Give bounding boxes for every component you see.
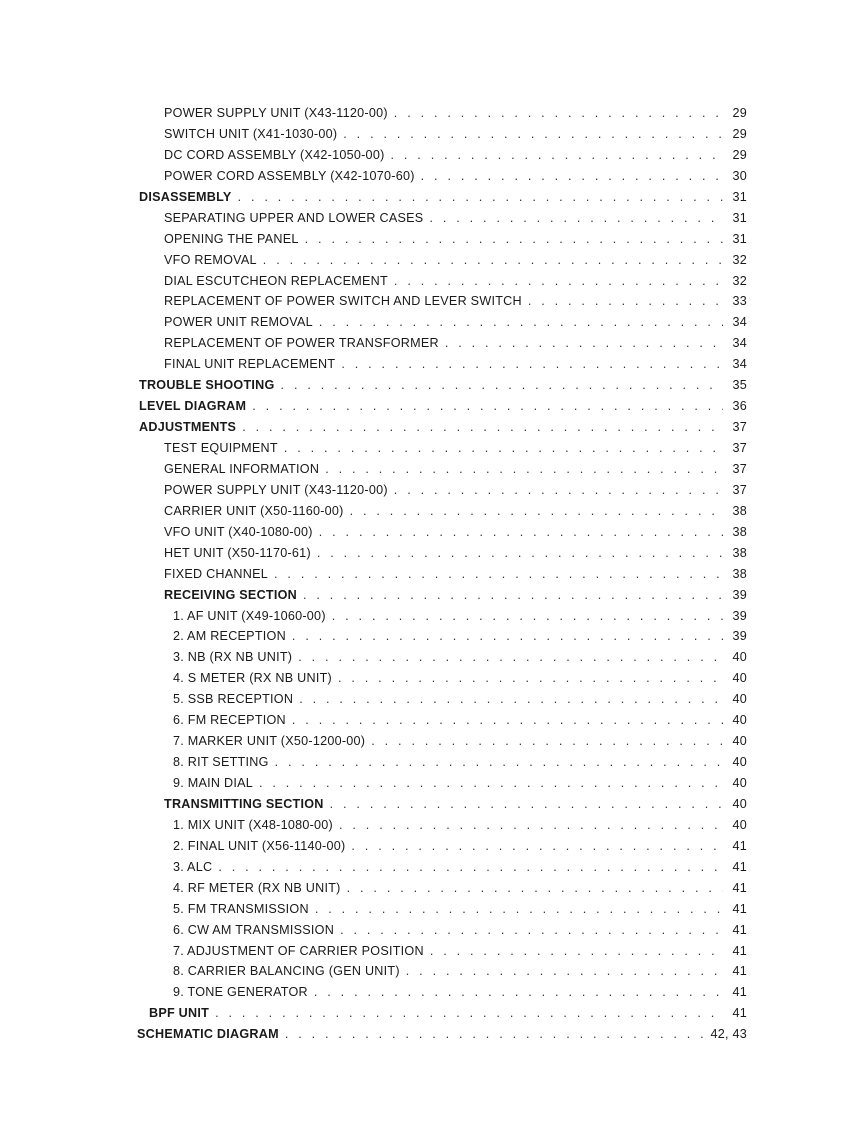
toc-entry: [137, 878, 747, 899]
toc-entry-page-number: 41: [732, 943, 747, 958]
toc-entry: [137, 145, 747, 166]
toc-entry: [137, 773, 747, 794]
toc-entry-title: VFO REMOVAL: [164, 252, 257, 267]
dot-leader: [218, 857, 723, 878]
toc-entry: [137, 815, 747, 836]
toc-entry-page-number: 41: [732, 1006, 747, 1021]
dot-leader: [325, 459, 723, 480]
dot-leader: [215, 1003, 723, 1024]
dot-leader: [340, 920, 723, 941]
toc-entry-page-number: 35: [732, 378, 747, 393]
toc-entry-page-number: 41: [732, 922, 747, 937]
toc-entry: [137, 982, 747, 1003]
toc-entry-title: 5. SSB RECEPTION: [173, 692, 294, 707]
toc-entry-title: 6. FM RECEPTION: [173, 713, 286, 728]
dot-leader: [298, 647, 723, 668]
toc-entry: [137, 564, 747, 585]
toc-entry-title: 1. AF UNIT (X49-1060-00): [173, 608, 326, 623]
toc-entry-page-number: 32: [732, 273, 747, 288]
dot-leader: [238, 187, 723, 208]
dot-leader: [252, 396, 723, 417]
dot-leader: [292, 626, 723, 647]
dot-leader: [394, 103, 723, 124]
dot-leader: [338, 668, 723, 689]
dot-leader: [394, 271, 723, 292]
toc-entry-title: 3. NB (RX NB UNIT): [173, 650, 293, 665]
dot-leader: [292, 710, 723, 731]
toc-entry-title: CARRIER UNIT (X50-1160-00): [164, 503, 344, 518]
dot-leader: [281, 375, 723, 396]
toc-entry-title: POWER UNIT REMOVAL: [164, 315, 313, 330]
toc-entry-page-number: 37: [732, 482, 747, 497]
dot-leader: [274, 564, 723, 585]
dot-leader: [347, 878, 723, 899]
toc-entry-page-number: 31: [732, 231, 747, 246]
toc-entry: [137, 250, 747, 271]
toc-entry: [137, 668, 747, 689]
toc-entry: [137, 626, 747, 647]
toc-entry-page-number: 40: [732, 671, 747, 686]
toc-entry: [137, 208, 747, 229]
toc-entry: [137, 522, 747, 543]
toc-entry-page-number: 37: [732, 420, 747, 435]
toc-entry-page-number: 40: [732, 713, 747, 728]
toc-entry: [137, 417, 747, 438]
toc-entry: [137, 606, 747, 627]
toc-entry-title: OPENING THE PANEL: [164, 231, 299, 246]
toc-entry: [137, 1024, 747, 1045]
toc-entry-title: LEVEL DIAGRAM: [139, 399, 247, 414]
dot-leader: [315, 899, 723, 920]
toc-entry: [137, 961, 747, 982]
toc-entry-title: SEPARATING UPPER AND LOWER CASES: [164, 210, 424, 225]
toc-entry: [137, 1003, 747, 1024]
toc-entry-title: 7. ADJUSTMENT OF CARRIER POSITION: [173, 943, 424, 958]
dot-leader: [343, 124, 723, 145]
toc-entry-title: POWER SUPPLY UNIT (X43-1120-00): [164, 106, 388, 120]
toc-entry-page-number: 33: [732, 294, 747, 309]
toc-entry: [137, 647, 747, 668]
toc-entry-page-number: 40: [732, 692, 747, 707]
toc-entry-title: 9. MAIN DIAL: [173, 776, 253, 790]
toc-entry-page-number: 40: [732, 796, 747, 811]
toc-entry: [137, 291, 747, 312]
table-of-contents: [137, 103, 747, 1045]
toc-entry-title: 5. FM TRANSMISSION: [173, 901, 309, 916]
toc-entry-title: REPLACEMENT OF POWER SWITCH AND LEVER SWITCH: [164, 294, 522, 309]
dot-leader: [305, 229, 723, 250]
toc-entry-page-number: 42, 43: [710, 1027, 747, 1042]
toc-entry-page-number: 32: [732, 252, 747, 267]
toc-entry: [137, 480, 747, 501]
toc-entry: [137, 920, 747, 941]
toc-entry: [137, 438, 747, 459]
toc-entry-page-number: 41: [732, 901, 747, 916]
toc-entry-title: FIXED CHANNEL: [164, 566, 269, 581]
toc-entry: [137, 689, 747, 710]
dot-leader: [406, 961, 723, 982]
toc-entry-title: VFO UNIT (X40-1080-00): [164, 524, 313, 539]
toc-entry: [137, 312, 747, 333]
toc-entry-page-number: 41: [732, 880, 747, 895]
toc-entry-title: BPF UNIT: [149, 1006, 210, 1021]
toc-entry: [137, 103, 747, 124]
dot-leader: [351, 836, 723, 857]
dot-leader: [319, 522, 723, 543]
toc-entry-page-number: 29: [732, 106, 747, 120]
toc-entry: [137, 354, 747, 375]
toc-entry-title: 6. CW AM TRANSMISSION: [173, 922, 335, 937]
toc-entry-title: GENERAL INFORMATION: [164, 461, 320, 476]
dot-leader: [429, 208, 723, 229]
toc-entry-title: 2. FINAL UNIT (X56-1140-00): [173, 838, 346, 853]
toc-entry-title: DIAL ESCUTCHEON REPLACEMENT: [164, 273, 388, 288]
dot-leader: [299, 689, 723, 710]
toc-entry-page-number: 29: [732, 126, 747, 141]
dot-leader: [242, 417, 723, 438]
dot-leader: [275, 752, 723, 773]
dot-leader: [528, 291, 723, 312]
toc-entry-title: HET UNIT (X50-1170-61): [164, 545, 311, 560]
toc-entry-title: REPLACEMENT OF POWER TRANSFORMER: [164, 336, 439, 351]
toc-entry-title: 4. S METER (RX NB UNIT): [173, 671, 332, 686]
toc-entry: [137, 941, 747, 962]
dot-leader: [394, 480, 723, 501]
dot-leader: [285, 1024, 705, 1045]
toc-entry: [137, 396, 747, 417]
toc-entry: [137, 543, 747, 564]
toc-entry-page-number: 37: [732, 441, 747, 455]
toc-entry-title: 3. ALC: [173, 859, 213, 874]
dot-leader: [314, 982, 723, 1003]
dot-leader: [430, 941, 723, 962]
toc-entry-title: 2. AM RECEPTION: [173, 629, 286, 644]
toc-entry-title: DISASSEMBLY: [139, 189, 232, 204]
toc-entry-title: DC CORD ASSEMBLY (X42-1050-00): [164, 147, 385, 162]
toc-entry-page-number: 30: [732, 168, 747, 183]
toc-entry-page-number: 34: [732, 357, 747, 372]
toc-entry-title: SCHEMATIC DIAGRAM: [137, 1027, 279, 1042]
toc-entry-title: SWITCH UNIT (X41-1030-00): [164, 126, 338, 141]
dot-leader: [317, 543, 723, 564]
toc-entry-title: 8. CARRIER BALANCING (GEN UNIT): [173, 964, 400, 979]
toc-entry-page-number: 41: [732, 985, 747, 1000]
toc-entry-page-number: 41: [732, 838, 747, 853]
toc-entry-page-number: 41: [732, 964, 747, 979]
toc-entry-title: POWER SUPPLY UNIT (X43-1120-00): [164, 482, 388, 497]
dot-leader: [319, 312, 723, 333]
dot-leader: [332, 606, 723, 627]
toc-entry: [137, 857, 747, 878]
dot-leader: [259, 773, 723, 794]
toc-entry: [137, 710, 747, 731]
toc-entry: [137, 333, 747, 354]
toc-entry: [137, 459, 747, 480]
dot-leader: [371, 731, 723, 752]
toc-entry: [137, 124, 747, 145]
toc-entry-title: TROUBLE SHOOTING: [139, 378, 275, 393]
toc-entry: [137, 899, 747, 920]
toc-entry-page-number: 34: [732, 336, 747, 351]
toc-entry-page-number: 38: [732, 524, 747, 539]
toc-entry: [137, 375, 747, 396]
toc-entry: [137, 501, 747, 522]
dot-leader: [350, 501, 723, 522]
toc-entry-title: ADJUSTMENTS: [139, 420, 237, 435]
dot-leader: [330, 794, 723, 815]
dot-leader: [284, 438, 723, 459]
toc-entry: [137, 271, 747, 292]
toc-entry-title: 8. RIT SETTING: [173, 755, 269, 770]
toc-entry: [137, 794, 747, 815]
toc-entry: [137, 187, 747, 208]
toc-entry-title: FINAL UNIT REPLACEMENT: [164, 357, 336, 372]
toc-entry-page-number: 40: [732, 776, 747, 790]
toc-entry: [137, 229, 747, 250]
toc-entry-page-number: 36: [732, 399, 747, 414]
toc-entry-page-number: 38: [732, 503, 747, 518]
toc-entry-title: POWER CORD ASSEMBLY (X42-1070-60): [164, 168, 415, 183]
dot-leader: [391, 145, 723, 166]
dot-leader: [341, 354, 723, 375]
toc-entry-page-number: 37: [732, 461, 747, 476]
dot-leader: [263, 250, 723, 271]
toc-entry-page-number: 39: [732, 629, 747, 644]
toc-entry-page-number: 39: [732, 608, 747, 623]
dot-leader: [421, 166, 723, 187]
toc-entry-page-number: 40: [732, 755, 747, 770]
toc-entry: [137, 731, 747, 752]
toc-entry-page-number: 31: [732, 210, 747, 225]
toc-entry-page-number: 40: [732, 734, 747, 749]
dot-leader: [339, 815, 723, 836]
toc-entry-title: 1. MIX UNIT (X48-1080-00): [173, 817, 334, 832]
toc-entry: [137, 836, 747, 857]
toc-entry-page-number: 40: [732, 650, 747, 665]
toc-entry-page-number: 31: [732, 189, 747, 204]
toc-entry-title: RECEIVING SECTION: [164, 587, 298, 602]
toc-entry-page-number: 40: [732, 817, 747, 832]
dot-leader: [303, 585, 723, 606]
toc-entry-title: 4. RF METER (RX NB UNIT): [173, 880, 341, 895]
toc-entry-title: 7. MARKER UNIT (X50-1200-00): [173, 734, 366, 749]
toc-entry-page-number: 29: [732, 147, 747, 162]
toc-entry-page-number: 41: [732, 859, 747, 874]
toc-entry: [137, 752, 747, 773]
toc-entry: [137, 585, 747, 606]
toc-entry-title: TEST EQUIPMENT: [164, 441, 278, 455]
toc-entry-page-number: 38: [732, 566, 747, 581]
toc-entry-title: 9. TONE GENERATOR: [173, 985, 308, 1000]
toc-entry-page-number: 38: [732, 545, 747, 560]
dot-leader: [445, 333, 723, 354]
toc-entry: [137, 166, 747, 187]
toc-entry-title: TRANSMITTING SECTION: [164, 796, 324, 811]
toc-entry-page-number: 39: [732, 587, 747, 602]
toc-entry-page-number: 34: [732, 315, 747, 330]
